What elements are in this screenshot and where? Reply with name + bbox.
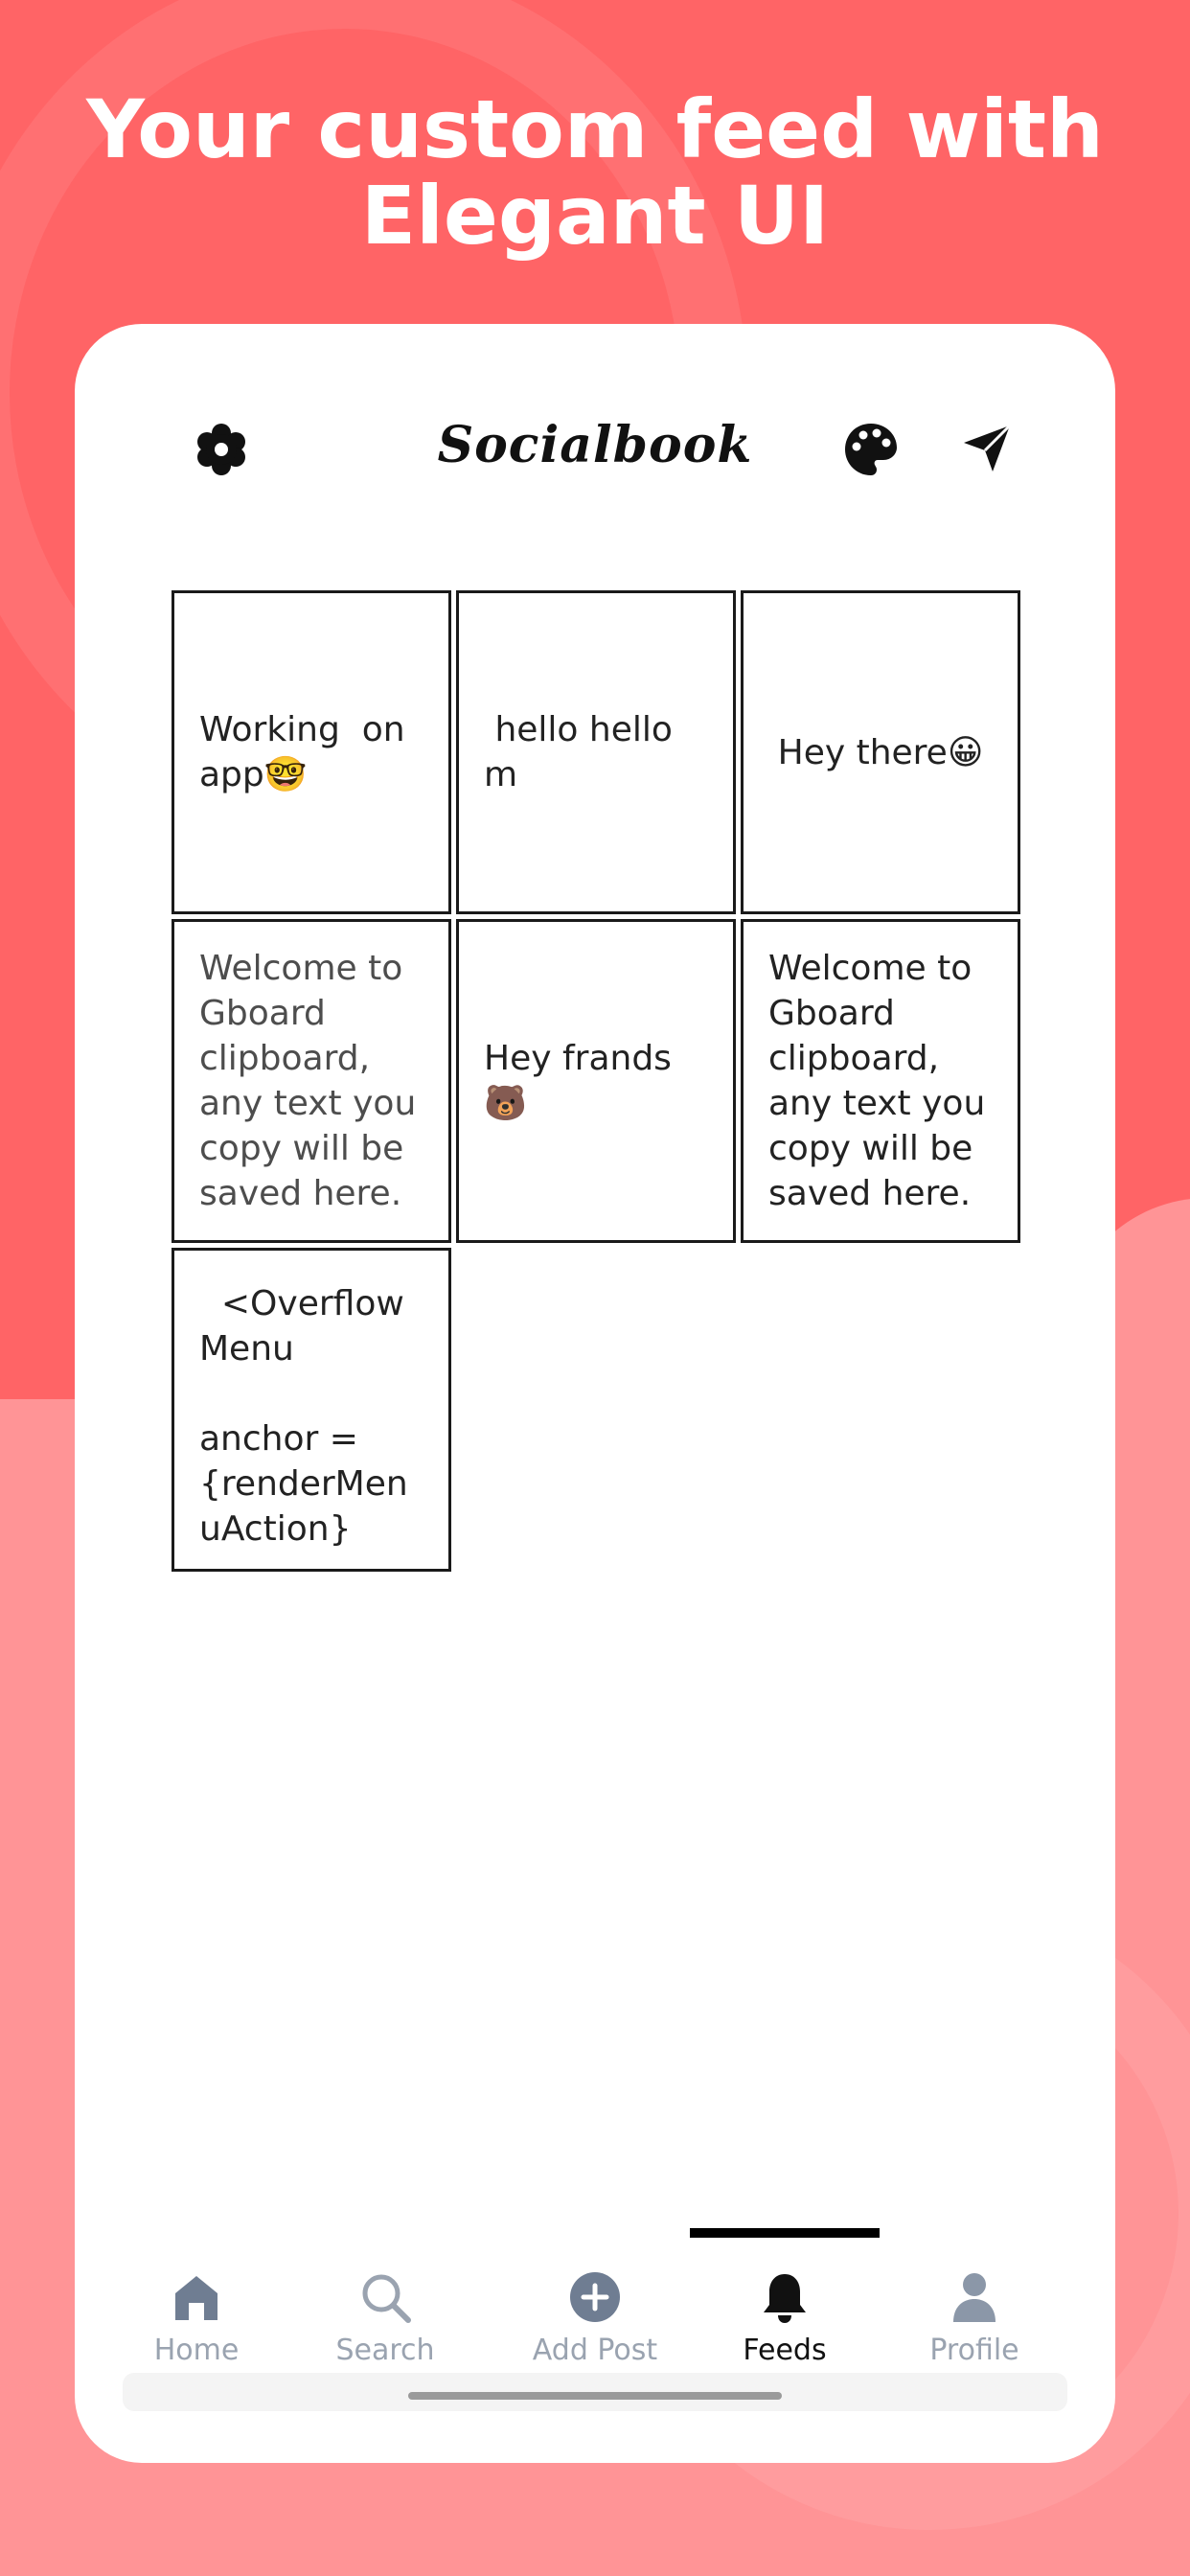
nav-item-profile[interactable] (880, 2238, 1069, 2381)
active-tab-indicator (690, 2228, 880, 2238)
nav-item-home[interactable] (102, 2238, 291, 2381)
nav-label: Add Post (532, 2334, 658, 2367)
bottom-navigation (75, 2228, 1115, 2463)
feed-card[interactable] (741, 919, 1020, 1243)
app-title: Socialbook (437, 416, 753, 474)
feed-card-text: Welcome to Gboard clipboard, any text you copy will be saved here. (199, 949, 427, 1213)
feed-card-text: Hey frands🐻 (484, 1039, 672, 1123)
feed-grid (172, 590, 1020, 1572)
nav-label: Feeds (743, 2334, 827, 2367)
feed-card[interactable] (456, 590, 736, 914)
feed-card[interactable] (172, 590, 451, 914)
settings-icon[interactable] (195, 424, 247, 475)
feed-card-text: Hey there😀 (777, 732, 984, 772)
phone-screen (75, 324, 1115, 2463)
headline-line-1: Your custom feed with (86, 82, 1104, 176)
search-icon (358, 2270, 412, 2324)
feed-card[interactable] (172, 919, 451, 1243)
feed-card[interactable] (456, 919, 736, 1243)
nav-item-feeds[interactable] (690, 2238, 880, 2381)
add-circle-icon (568, 2270, 622, 2324)
feed-card[interactable] (172, 1248, 451, 1572)
feed-card-text: <Overflow Menu anchor ={renderMenuAction} (199, 1284, 408, 1549)
palette-icon[interactable] (843, 422, 899, 477)
promo-headline (0, 82, 1190, 263)
nav-label: Home (153, 2334, 240, 2367)
feed-card-text: Working on app🤓 (199, 710, 417, 794)
bell-icon (758, 2270, 812, 2324)
app-bar (75, 324, 1115, 592)
nav-label: Search (335, 2334, 435, 2367)
feed-card-text: Welcome to Gboard clipboard, any text you copy will be saved here. (768, 949, 996, 1213)
nav-label: Profile (929, 2334, 1019, 2367)
feed-card-text: hello hello m (484, 710, 684, 794)
home-icon (170, 2270, 223, 2324)
nav-item-search[interactable] (290, 2238, 480, 2381)
nav-item-add-post[interactable] (500, 2238, 690, 2381)
send-icon[interactable] (962, 424, 1012, 473)
feed-card[interactable] (741, 590, 1020, 914)
home-indicator[interactable] (408, 2392, 782, 2400)
headline-line-2: Elegant UI (360, 169, 830, 263)
user-icon (948, 2270, 1001, 2324)
